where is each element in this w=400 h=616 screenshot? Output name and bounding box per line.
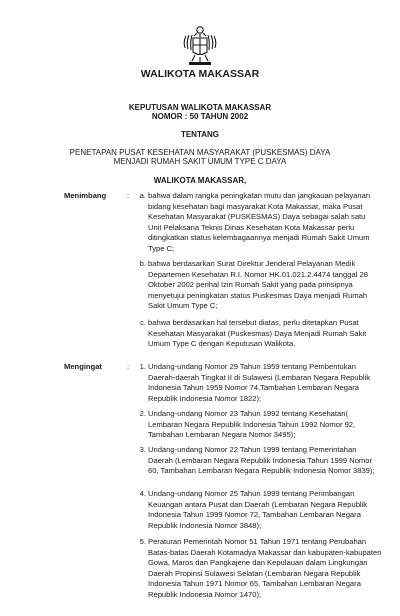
about-heading: TENTANG [180,130,220,139]
subject-line-1: PENETAPAN PUSAT KESEHATAN MASYARAKAT (PUSKESMAS) DAYA [69,148,331,157]
text-line: Type C; [148,243,175,253]
mengingat-item-3 [148,445,375,477]
text-line: Indonesia Tahun 1959 Nomor 74,Tambahan Lembaran Negara [148,383,359,393]
mengingat-marker-4: 4. [139,489,146,498]
text-line: Peraturan Pemerintah Nomor 51 Tahun 1971 tentang Perubahan [148,537,367,546]
text-line: Departemen Kesehatan R.I. Nomor HK.01.021.2.4474 tanggal 28 [148,269,368,279]
decree-number: NOMOR : 50 TAHUN 2002 [151,112,249,121]
mengingat-marker-3: 3. [139,445,146,454]
text-line: Republik Indonesia Nomor 1470); [148,589,262,599]
text-line: Daerah-daerah Tingkat II di Sulawesi (Lembaran Negara Republik [148,372,371,382]
mengingat-marker-2: 2. [139,409,146,418]
decree-title: KEPUTUSAN WALIKOTA MAKASSAR [128,103,272,112]
text-line: Republik Indonesia Nomor 1822); [148,393,262,403]
text-line: Undang-undang Nomor 29 Tahun 1959 tentang Pembentukan [148,362,357,371]
menimbang-marker-a: a. [139,191,146,200]
text-line: Kesehatan Masyarakat (Puskesmas) Daya Menjadi Rumah Sakit [148,328,367,338]
garuda-emblem-icon [180,24,220,68]
authority-title: WALIKOTA MAKASSAR [140,68,260,80]
text-line: Umum Type C dengan Keputusan Walikota. [148,339,296,349]
text-line: Kesehatan Masyarakat (PUSKESMAS) Daya sebagai salah satu [148,212,366,222]
menimbang-marker-c: c. [140,318,146,327]
mengingat-marker-5: 5. [139,537,146,546]
menimbang-item-c [148,318,367,350]
text-line: Oktober 2002 perihal Izin Rumah Sakit yang pada prinsipnya [148,280,353,290]
text-line: Indonesia Tahun 1999 Nomor 72, Tambahan Lembaran Negara [148,510,361,520]
text-line: ditingkatkan status kelembagaannya menjadi Rumah Sakit Umum [148,233,370,243]
text-line: 60, Tambahan Lembaran Negara Republik Indonesia Nomor 3839); [148,466,375,476]
subject-line-2: MENJADI RUMAH SAKIT UMUM TYPE C DAYA [113,157,287,166]
mengingat-label: Mengingat [64,362,102,371]
text-line: Keuangan antara Pusat dan Daerah (Lembaran Negara Republik [148,499,368,509]
text-line: Sakit Umum Type C; [148,301,218,311]
menimbang-item-a [148,191,371,255]
text-line: menyetujui peningkatan status Puskesmas Daya menjadi Rumah [148,290,368,300]
text-line: Indonesia Tahun 1971 Nomor 65, Tambahan Lembaran Negara [148,579,361,589]
menimbang-marker-b: b. [139,259,146,268]
menimbang-label: Menimbang [64,191,107,200]
text-line: bahwa dalam rangka peningkatan mutu dan jangkauan pelayanan [148,191,371,200]
mengingat-marker-1: 1. [139,362,146,371]
mengingat-item-4 [148,489,368,531]
menimbang-colon: : [127,191,130,200]
text-line: Unit Pelaksana Teknis Dinas Kesehatan Kota Makassar perlu [148,222,355,232]
mengingat-item-5 [148,537,382,601]
mengingat-item-1 [148,362,371,404]
text-line: Tambahan Lembaran Negara Nomor 3495); [148,430,296,440]
text-line: Undang-undang Nomor 23 Tahun 1992 tentang Kesehatan( [148,409,348,418]
text-line: bahwa berdasarkan hal tersebut diatas, perlu ditetapkan Pusat [148,318,359,327]
mengingat-item-2 [148,409,363,441]
text-line: Daerah Propinsi Sulawesi Selatan (Lembaran Negara Republik [148,568,361,578]
text-line: Republik Indonesia Nomor 3848); [148,520,262,530]
text-line: Undang-undang Nomor 25 Tahun 1999 tentang Perimbangan [148,489,355,498]
menimbang-item-b [148,259,368,312]
text-line: bahwa berdasarkan Surat Direktur Jenderal Pelayanan Medik [148,259,356,268]
issuer-heading: WALIKOTA MAKASSAR, [153,176,247,185]
text-line: Undang-undang Nomor 22 Tahun 1999 tentang Pemerintahan [148,445,357,454]
text-line: Lembaran Negara Republik Indonesia Tahun 1992 Nomor 92, [148,419,356,429]
text-line: Daerah (Lembaran Negara Republik Indonesia Tahun 1999 Nomor [148,455,373,465]
mengingat-colon: : [127,362,130,371]
text-line: Gowa, Maros dan Pangkajene dan Kepulauan dalam Lingkungan [148,558,368,568]
text-line: Batas-batas Daerah Kotamadya Makassar dan kabupaten-kabupaten [148,547,382,557]
text-line: bidang kesehatan bagi masyarakat Kota Makassar, maka Pusat [148,201,363,211]
